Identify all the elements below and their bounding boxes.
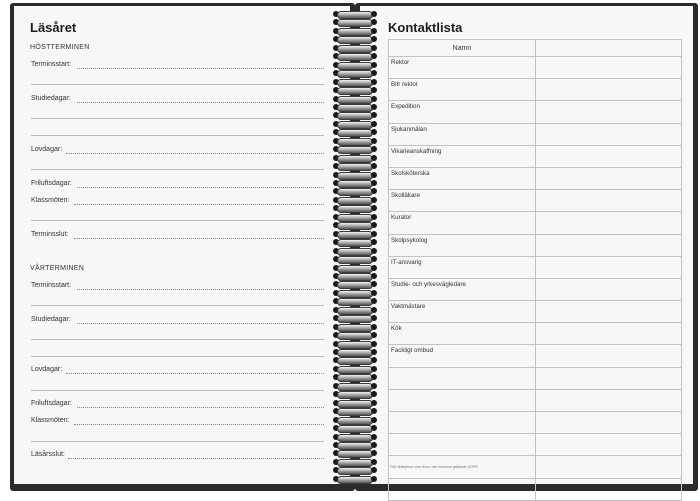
punch-hole: [371, 383, 377, 389]
contact-entry-cell: [536, 234, 682, 256]
outdoor-days-line: [77, 407, 324, 408]
table-row: [389, 234, 682, 256]
punch-hole: [371, 19, 377, 25]
punch-hole: [371, 129, 377, 135]
contact-role-cell: [389, 389, 536, 411]
contact-entry-cell: [536, 79, 682, 101]
punch-hole: [371, 391, 377, 397]
punch-hole: [371, 121, 377, 127]
contact-role-cell: [389, 434, 536, 456]
table-row: [389, 278, 682, 300]
contact-role-cell: Kurator: [389, 212, 536, 234]
table-row: [389, 256, 682, 278]
contact-entry-cell: [536, 256, 682, 278]
punch-hole: [371, 87, 377, 93]
year-end-line: [68, 458, 324, 459]
table-row: [389, 145, 682, 167]
class-meetings-line: [74, 204, 324, 205]
class-meetings-line: [74, 424, 324, 425]
contact-entry-cell: [536, 412, 682, 434]
punch-hole: [371, 112, 377, 118]
table-row: [389, 301, 682, 323]
contact-role-cell: Vikarieanskaffning: [389, 145, 536, 167]
punch-hole: [371, 214, 377, 220]
punch-hole: [371, 45, 377, 51]
punch-hole: [371, 62, 377, 68]
punch-hole: [371, 476, 377, 482]
table-header-row: [389, 40, 682, 57]
autumn-outdoor-days-label: Friluftsdagar:: [31, 180, 72, 187]
writing-line: [31, 356, 324, 357]
contact-entry-cell: [536, 345, 682, 367]
contact-entry-cell: [536, 456, 682, 478]
punch-hole: [371, 36, 377, 42]
name-column-header: Namn: [389, 40, 536, 57]
punch-hole: [371, 417, 377, 423]
study-days-line: [77, 323, 324, 324]
contact-role-cell: Fackligt ombud: [389, 345, 536, 367]
contact-entry-cell: [536, 367, 682, 389]
table-row: [389, 345, 682, 367]
punch-hole: [371, 188, 377, 194]
punch-hole: [371, 400, 377, 406]
spring-study-days-label: Studiedagar:: [31, 316, 71, 323]
punch-hole: [371, 459, 377, 465]
autumn-term-heading: HÖSTTERMINEN: [30, 44, 90, 51]
punch-hole: [371, 231, 377, 237]
punch-hole: [371, 434, 377, 440]
punch-hole: [371, 265, 377, 271]
punch-hole: [371, 357, 377, 363]
table-row: [389, 323, 682, 345]
punch-hole: [371, 290, 377, 296]
contact-role-cell: Expedition: [389, 101, 536, 123]
punch-hole: [371, 341, 377, 347]
punch-hole: [371, 205, 377, 211]
writing-line: [31, 441, 324, 442]
spring-year-end-label: Läsårsslut:: [31, 451, 65, 458]
punch-hole: [371, 155, 377, 161]
punch-hole: [371, 222, 377, 228]
writing-line: [31, 169, 324, 170]
spiral-ring: [333, 475, 377, 484]
spring-outdoor-days-label: Friluftsdagar:: [31, 400, 72, 407]
punch-hole: [371, 467, 377, 473]
table-row: [389, 190, 682, 212]
writing-line: [31, 220, 324, 221]
contact-role-cell: Vaktmästare: [389, 301, 536, 323]
spiral-binding: [333, 6, 377, 484]
punch-hole: [371, 104, 377, 110]
writing-line: [31, 390, 324, 391]
spring-holidays-label: Lovdagar:: [31, 366, 63, 373]
punch-hole: [371, 374, 377, 380]
punch-hole: [371, 307, 377, 313]
punch-hole: [371, 172, 377, 178]
table-row: [389, 212, 682, 234]
contact-table: [388, 39, 682, 501]
spiral-wire: [337, 476, 373, 484]
table-row: [389, 79, 682, 101]
punch-hole: [371, 256, 377, 262]
autumn-study-days-label: Studiedagar:: [31, 95, 71, 102]
table-row: [389, 101, 682, 123]
contact-role-cell: Skolsköterska: [389, 167, 536, 189]
page-title-contact-list: Kontaktlista: [388, 20, 463, 35]
table-row: [389, 434, 682, 456]
punch-hole: [371, 281, 377, 287]
contact-entry-cell: [536, 278, 682, 300]
contact-role-cell: Rektor: [389, 57, 536, 79]
punch-hole: [371, 180, 377, 186]
punch-hole: [371, 248, 377, 254]
holidays-line: [66, 153, 324, 154]
contact-role-cell: Bitr rektor: [389, 79, 536, 101]
term-end-line: [74, 238, 324, 239]
punch-hole: [371, 197, 377, 203]
table-row: [389, 57, 682, 79]
spring-class-meetings-label: Klassmöten:: [31, 417, 70, 424]
contact-entry-cell: [536, 190, 682, 212]
punch-hole: [371, 96, 377, 102]
punch-hole: [371, 146, 377, 152]
term-start-line: [77, 68, 324, 69]
contact-role-cell: Studie- och yrkesvägledare: [389, 278, 536, 300]
autumn-term-start-label: Terminsstart:: [31, 61, 72, 68]
contact-entry-cell: [536, 301, 682, 323]
punch-hole: [371, 324, 377, 330]
contact-entry-cell: [536, 212, 682, 234]
page-title-school-year: Läsåret: [30, 20, 77, 35]
contact-entry-cell: [536, 57, 682, 79]
punch-hole: [371, 450, 377, 456]
gdpr-footnote: Följ riktlinjerna som finns i din kommun gällande GDPR: [390, 465, 478, 469]
contact-role-cell: Skolpsykolog: [389, 234, 536, 256]
contact-entry-cell: [536, 434, 682, 456]
autumn-term-end-label: Terminsslut:: [31, 231, 69, 238]
outdoor-days-line: [77, 187, 324, 188]
punch-hole: [371, 442, 377, 448]
table-row: [389, 389, 682, 411]
holidays-line: [66, 373, 324, 374]
punch-hole: [371, 11, 377, 17]
contact-role-cell: [389, 367, 536, 389]
contact-entry-cell: [536, 101, 682, 123]
writing-line: [31, 339, 324, 340]
spring-term-heading: VÅRTERMINEN: [30, 265, 85, 272]
punch-hole: [371, 408, 377, 414]
table-row: [389, 367, 682, 389]
punch-hole: [371, 315, 377, 321]
punch-hole: [371, 28, 377, 34]
contact-entry-cell: [536, 389, 682, 411]
writing-line: [31, 84, 324, 85]
punch-hole: [371, 273, 377, 279]
contact-role-cell: Skolläkare: [389, 190, 536, 212]
autumn-class-meetings-label: Klassmöten:: [31, 197, 70, 204]
punch-hole: [371, 163, 377, 169]
writing-line: [31, 118, 324, 119]
punch-hole: [371, 53, 377, 59]
punch-hole: [371, 239, 377, 245]
autumn-holidays-label: Lovdagar:: [31, 146, 63, 153]
punch-hole: [371, 332, 377, 338]
contact-entry-cell: [536, 167, 682, 189]
punch-hole: [371, 366, 377, 372]
table-row: [389, 123, 682, 145]
contact-role-cell: [389, 412, 536, 434]
table-row: [389, 167, 682, 189]
contact-role-cell: Sjukanmälan: [389, 123, 536, 145]
spring-term-start-label: Terminsstart:: [31, 282, 72, 289]
contact-column-header: [536, 40, 682, 57]
contact-role-cell: Kök: [389, 323, 536, 345]
study-days-line: [77, 102, 324, 103]
contact-role-cell: IT-ansvarig: [389, 256, 536, 278]
writing-line: [31, 305, 324, 306]
writing-line: [31, 135, 324, 136]
punch-hole: [371, 79, 377, 85]
table-row: [389, 412, 682, 434]
contact-entry-cell: [536, 123, 682, 145]
punch-hole: [371, 298, 377, 304]
punch-hole: [371, 70, 377, 76]
contact-entry-cell: [536, 145, 682, 167]
punch-hole: [371, 425, 377, 431]
contact-entry-cell: [536, 323, 682, 345]
punch-hole: [371, 138, 377, 144]
term-start-line: [77, 289, 324, 290]
punch-hole: [371, 349, 377, 355]
school-year-page: [14, 6, 350, 484]
